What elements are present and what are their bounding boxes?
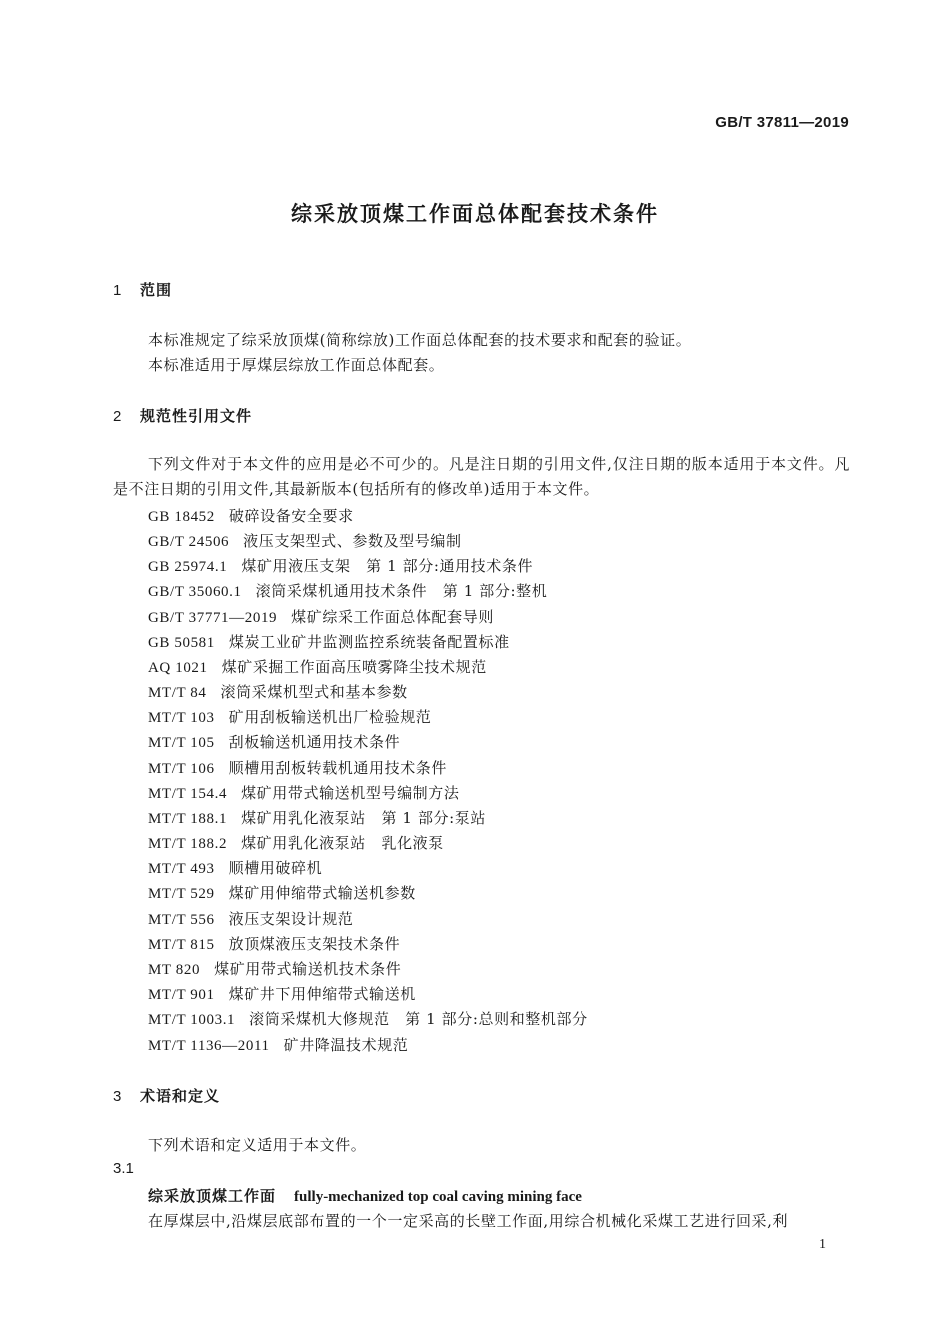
reference-code: MT/T 103 (148, 710, 215, 726)
paragraph: 本标准适用于厚煤层综放工作面总体配套。 (148, 356, 445, 374)
reference-title: 滚筒采煤机大修规范 第 1 部分:总则和整机部分 (249, 1010, 588, 1028)
reference-code: MT/T 493 (148, 861, 215, 877)
reference-code: MT/T 1003.1 (148, 1012, 236, 1028)
reference-code: GB 18452 (148, 509, 215, 525)
section-title: 规范性引用文件 (140, 407, 253, 425)
reference-item (148, 882, 416, 903)
reference-title: 煤矿用乳化液泵站 乳化液泵 (241, 834, 444, 852)
reference-title: 煤炭工业矿井监测监控系统装备配置标准 (228, 633, 510, 651)
reference-item (148, 606, 494, 627)
standard-code: GB/T 37811—2019 (715, 114, 849, 131)
reference-item (148, 782, 459, 803)
reference-code: GB 25974.1 (148, 559, 228, 575)
reference-item (148, 706, 431, 727)
reference-code: GB 50581 (148, 635, 215, 651)
reference-item (148, 908, 353, 929)
reference-item (148, 681, 408, 702)
reference-item (148, 933, 400, 954)
reference-item (148, 631, 510, 652)
reference-code: MT/T 815 (148, 937, 215, 953)
reference-item (148, 832, 444, 853)
reference-title: 滚筒采煤机型式和基本参数 (220, 683, 408, 701)
reference-item (148, 580, 547, 601)
reference-code: MT/T 188.2 (148, 836, 228, 852)
reference-title: 煤矿用伸缩带式输送机参数 (228, 884, 416, 902)
reference-code: AQ 1021 (148, 660, 208, 676)
reference-code: MT/T 901 (148, 987, 215, 1003)
reference-code: MT/T 556 (148, 912, 215, 928)
reference-item (148, 757, 447, 778)
reference-code: MT/T 106 (148, 761, 215, 777)
reference-title: 煤矿井下用伸缩带式输送机 (228, 985, 416, 1003)
section-number: 3 (113, 1088, 123, 1105)
reference-item (148, 530, 462, 551)
paragraph: 下列文件对于本文件的应用是必不可少的。凡是注日期的引用文件,仅注日期的版本适用于本文件。凡是不注日期的引用文件,其最新版本(包括所有的修改单)适用于本文件。 (113, 455, 850, 498)
reference-code: MT 820 (148, 962, 201, 978)
term-chinese: 综采放顶煤工作面 (148, 1187, 277, 1205)
reference-code: GB/T 37771—2019 (148, 610, 278, 626)
reference-title: 顺槽用刮板转载机通用技术条件 (228, 759, 448, 777)
reference-code: MT/T 188.1 (148, 811, 228, 827)
reference-code: MT/T 1136—2011 (148, 1038, 270, 1054)
section-title: 范围 (140, 281, 173, 299)
document-title: 综采放顶煤工作面总体配套技术条件 (291, 202, 659, 226)
reference-title: 破碎设备安全要求 (228, 507, 354, 525)
page-number: 1 (819, 1237, 826, 1252)
term-entry (148, 1185, 582, 1206)
reference-title: 刮板输送机通用技术条件 (228, 733, 401, 751)
reference-title: 矿用刮板输送机出厂检验规范 (228, 708, 432, 726)
term-definition: 在厚煤层中,沿煤层底部布置的一个一定采高的长壁工作面,用综合机械化采煤工艺进行回采,利 (148, 1212, 789, 1230)
reference-item (148, 983, 416, 1004)
reference-title: 煤矿综采工作面总体配套导则 (291, 608, 494, 626)
reference-title: 煤矿用液压支架 第 1 部分:通用技术条件 (241, 557, 534, 575)
section-2-heading (113, 405, 252, 426)
paragraph: 本标准规定了综采放顶煤(简称综放)工作面总体配套的技术要求和配套的验证。 (148, 331, 692, 349)
reference-item (148, 505, 354, 526)
reference-code: MT/T 154.4 (148, 786, 228, 802)
reference-code: MT/T 84 (148, 685, 207, 701)
reference-item (148, 1034, 408, 1055)
reference-item (148, 731, 400, 752)
reference-code: GB/T 24506 (148, 534, 230, 550)
reference-title: 煤矿采掘工作面高压喷雾降尘技术规范 (221, 658, 487, 676)
section-1-heading (113, 279, 172, 300)
reference-item (148, 555, 533, 576)
section-number: 1 (113, 282, 123, 299)
reference-title: 液压支架设计规范 (228, 910, 354, 928)
paragraph: 下列术语和定义适用于本文件。 (148, 1136, 367, 1154)
reference-code: GB/T 35060.1 (148, 584, 242, 600)
reference-item (148, 656, 487, 677)
reference-code: MT/T 105 (148, 735, 215, 751)
reference-title: 煤矿用带式输送机技术条件 (214, 960, 402, 978)
reference-title: 滚筒采煤机通用技术条件 第 1 部分:整机 (255, 582, 548, 600)
section-3-heading (113, 1085, 220, 1106)
reference-title: 放顶煤液压支架技术条件 (228, 935, 401, 953)
reference-title: 矿井降温技术规范 (283, 1036, 409, 1054)
section-number: 2 (113, 408, 123, 425)
reference-item (148, 1008, 588, 1029)
reference-title: 煤矿用乳化液泵站 第 1 部分:泵站 (241, 809, 486, 827)
reference-code: MT/T 529 (148, 886, 215, 902)
section-title: 术语和定义 (140, 1087, 221, 1105)
term-number: 3.1 (113, 1160, 134, 1177)
reference-item (148, 857, 322, 878)
reference-title: 煤矿用带式输送机型号编制方法 (241, 784, 460, 802)
reference-item (148, 958, 401, 979)
term-english: fully-mechanized top coal caving mining face (294, 1189, 582, 1205)
reference-title: 液压支架型式、参数及型号编制 (243, 532, 462, 550)
reference-title: 顺槽用破碎机 (228, 859, 323, 877)
reference-item (148, 807, 486, 828)
